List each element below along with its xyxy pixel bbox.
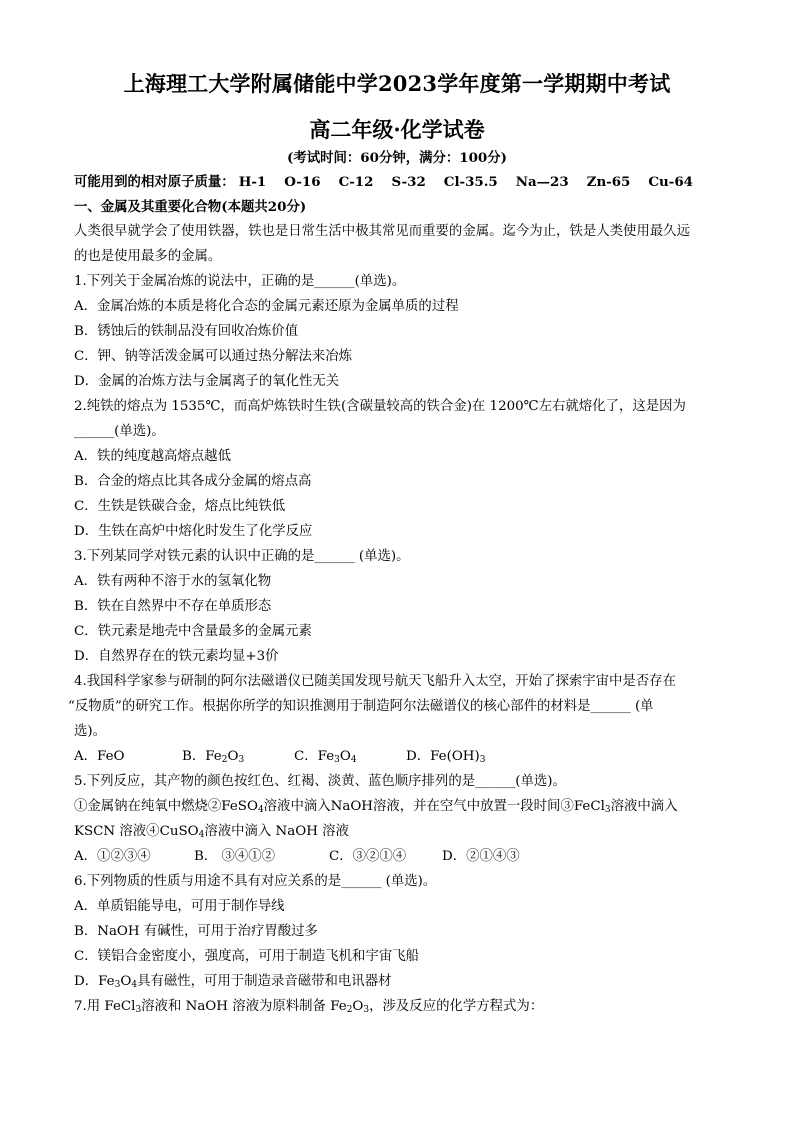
q4-stem-line2: “反物质”的研究工作。根据你所学的知识推测用于制造阿尔法磁谱仪的核心部件的材料是______ (单 [68,699,654,714]
q2-option-d: D．生铁在高炉中熔化时发生了化学反应 [74,524,313,539]
q2-option-a: A．铁的纯度越高熔点越低 [74,449,231,464]
q4-options [74,748,485,766]
atomic-mass-cl: Cl-35.5 [443,174,498,190]
q3-option-a: A．铁有两种不溶于水的氢氧化物 [74,574,272,589]
atomic-mass-na: Na—23 [515,174,569,190]
q5-option-d: D．②①④③ [442,849,520,864]
q1-option-c: C．钾、钠等活泼金属可以通过热分解法来冶炼 [74,349,353,364]
q5-option-a: A．①②③④ [74,849,151,864]
exam-subtitle: 高二年级·化学试卷 [309,117,485,142]
atomic-mass-s: S-32 [391,174,426,190]
exam-info: (考试时间：60分钟，满分：100分) [287,150,507,166]
q2-stem-line2: ______(单选)。 [74,424,165,439]
q6-stem: 6.下列物质的性质与用途不具有对应关系的是______ (单选)。 [74,874,437,889]
q1-option-b: B．锈蚀后的铁制品没有回收冶炼价值 [74,324,299,339]
q3-option-c: C．铁元素是地壳中含量最多的金属元素 [74,624,312,639]
q5-reactions-line2: KSCN 溶液④CuSO$_4$溶液中滴入 NaOH 溶液 [74,824,349,840]
q6-option-d: D．$Fe_3O_4$具有磁性，可用于制造录音磁带和电讯器材 [74,974,392,990]
q3-stem: 3.下列某同学对铁元素的认识中正确的是______ (单选)。 [74,549,410,564]
q2-option-b: B．合金的熔点比其各成分金属的熔点高 [74,474,312,489]
q1-stem: 1.下列关于金属冶炼的说法中，正确的是______(单选)。 [74,274,406,289]
atomic-masses [74,173,693,191]
atomic-mass-zn: Zn-65 [586,174,631,190]
atomic-mass-h: H-1 [238,174,267,190]
section1-intro-line1: 人类很早就学会了使用铁器，铁也是日常生活中极其常见而重要的金属。迄今为止，铁是人类使用最久远 [74,224,690,239]
q4-option-c: C．$Fe_3O_4$ [294,749,357,765]
q6-option-c: C．镁铝合金密度小，强度高，可用于制造飞机和宇宙飞船 [74,949,420,964]
q5-reactions-line1: ①金属钠在纯氧中燃烧②FeSO$_4$溶液中滴入NaOH溶液，并在空气中放置一段时间③FeCl$_3$溶液中滴入 [74,799,678,815]
q5-options [74,848,520,866]
section1-intro-line2: 的也是使用最多的金属。 [74,249,222,264]
q1-option-d: D．金属的冶炼方法与金属离子的氧化性无关 [74,374,340,389]
atomic-mass-cu: Cu-64 [648,174,693,190]
q4-option-a: A．FeO [74,749,125,764]
q3-option-d: D．自然界存在的铁元素均显+3价 [74,649,279,664]
q2-option-c: C．生铁是铁碳合金，熔点比纯铁低 [74,499,286,514]
atomic-mass-c: C-12 [338,174,374,190]
atomic-masses-label: 可能用到的相对原子质量： [74,174,235,190]
q7-stem: 7.用 FeCl$_3$溶液和 NaOH 溶液为原料制备 $Fe_2O_3$，涉及反应的化学方程式为： [74,999,544,1015]
q6-option-a: A．单质铝能导电，可用于制作导线 [74,899,285,914]
exam-title: 上海理工大学附属储能中学2023学年度第一学期期中考试 [123,71,671,96]
section1-heading: 一、金属及其重要化合物(本题共20分) [74,199,307,215]
q6-option-b: B．NaOH 有碱性，可用于治疗胃酸过多 [74,924,318,939]
atomic-mass-o: O-16 [284,174,321,190]
q2-stem-line1: 2.纯铁的熔点为 1535℃，而高炉炼铁时生铁(含碳量较高的铁合金)在 1200℃左右就熔化了，这是因为 [74,399,686,414]
q5-stem: 5.下列反应，其产物的颜色按红色、红褐、淡黄、蓝色顺序排列的是______(单选)。 [74,774,566,789]
q4-option-d: D．$Fe(OH)_3$ [406,749,486,765]
q1-option-a: A．金属冶炼的本质是将化合态的金属元素还原为金属单质的过程 [74,299,459,314]
q5-option-b: B． ③④①② [194,849,276,864]
q4-stem-line1: 4.我国科学家参与研制的阿尔法磁谱仪已随美国发现号航天飞船升入太空，开始了探索宇宙中是否存在 [74,674,676,689]
q4-option-b: B．$Fe_2O_3$ [182,749,245,765]
q5-option-c: C．③②①④ [329,849,407,864]
q4-stem-line3: 选)。 [74,724,107,739]
q3-option-b: B．铁在自然界中不存在单质形态 [74,599,272,614]
